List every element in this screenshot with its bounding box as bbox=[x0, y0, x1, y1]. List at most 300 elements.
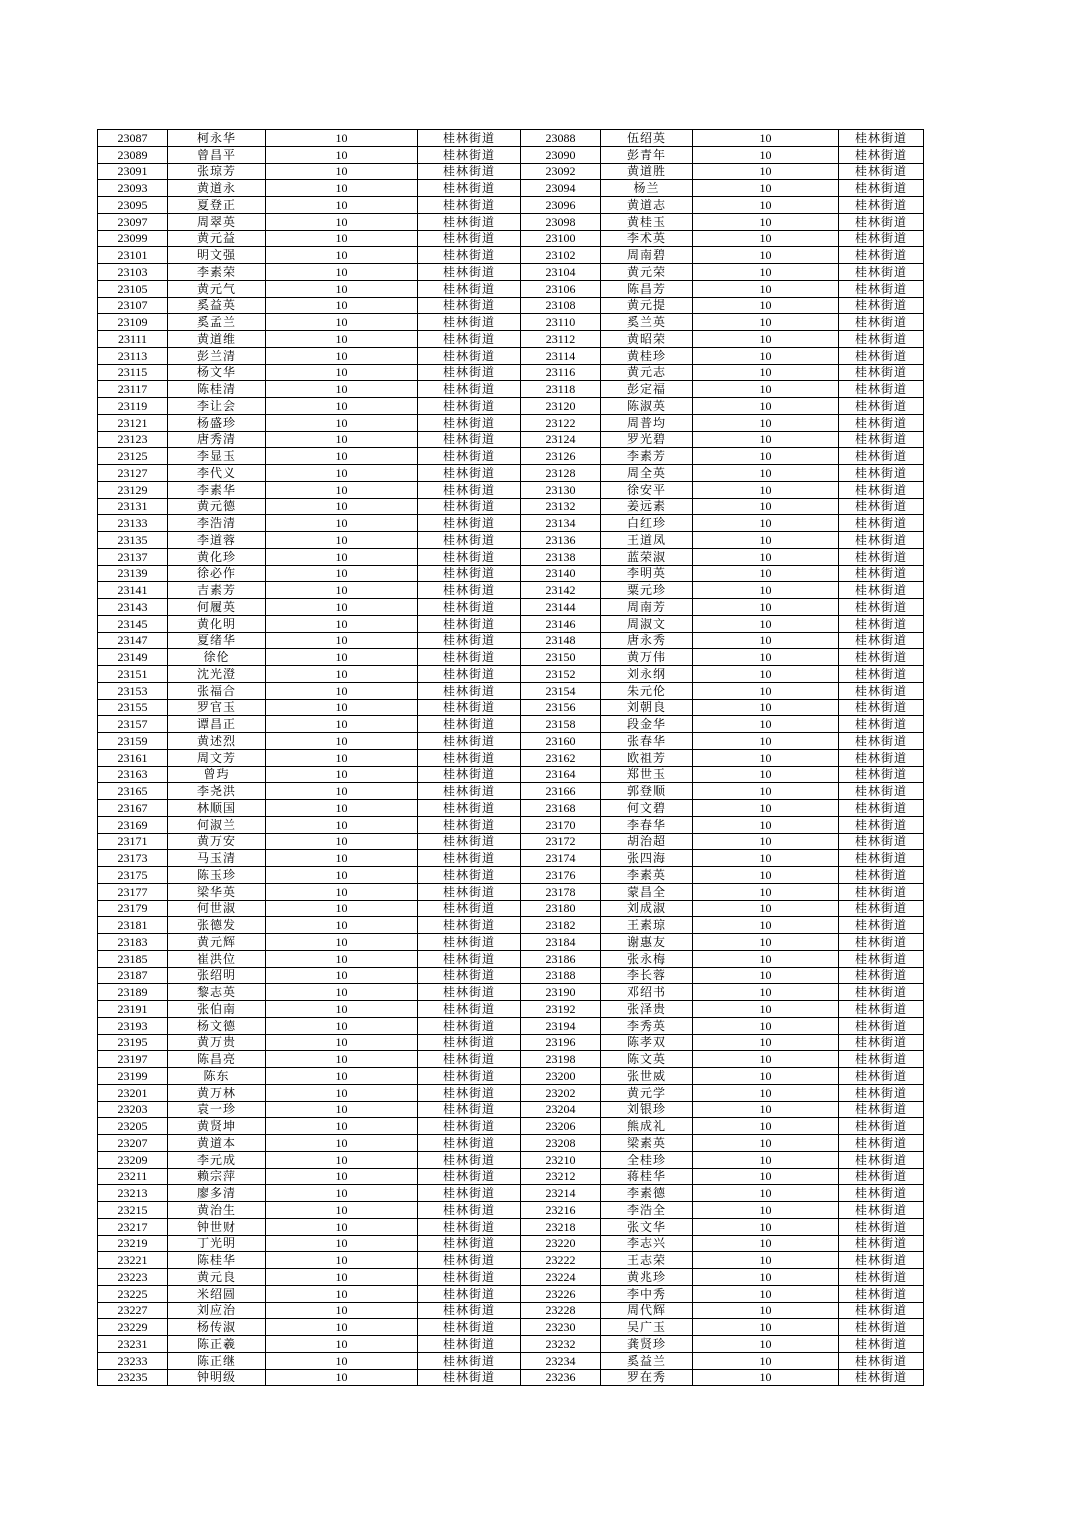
amount-cell: 10 bbox=[693, 666, 839, 683]
amount-cell: 10 bbox=[693, 1369, 839, 1386]
table-row bbox=[98, 247, 924, 264]
street-cell: 桂林街道 bbox=[839, 716, 924, 733]
amount-cell: 10 bbox=[266, 364, 418, 381]
record-id-cell: 23215 bbox=[98, 1202, 168, 1219]
name-cell: 刘成淑 bbox=[601, 900, 693, 917]
record-id-cell: 23176 bbox=[521, 867, 601, 884]
amount-cell: 10 bbox=[693, 850, 839, 867]
record-id-cell: 23191 bbox=[98, 1001, 168, 1018]
street-cell: 桂林街道 bbox=[418, 582, 521, 599]
table-row bbox=[98, 1017, 924, 1034]
amount-cell: 10 bbox=[266, 1336, 418, 1353]
street-cell: 桂林街道 bbox=[839, 1001, 924, 1018]
name-cell: 黄贤坤 bbox=[168, 1118, 266, 1135]
record-id-cell: 23195 bbox=[98, 1034, 168, 1051]
record-id-cell: 23140 bbox=[521, 565, 601, 582]
table-row bbox=[98, 699, 924, 716]
street-cell: 桂林街道 bbox=[839, 582, 924, 599]
name-cell: 林顺国 bbox=[168, 800, 266, 817]
record-id-cell: 23104 bbox=[521, 264, 601, 281]
amount-cell: 10 bbox=[693, 297, 839, 314]
street-cell: 桂林街道 bbox=[418, 1235, 521, 1252]
name-cell: 郑世玉 bbox=[601, 766, 693, 783]
name-cell: 白红珍 bbox=[601, 515, 693, 532]
street-cell: 桂林街道 bbox=[839, 1084, 924, 1101]
name-cell: 李让会 bbox=[168, 398, 266, 415]
record-id-cell: 23088 bbox=[521, 130, 601, 147]
street-cell: 桂林街道 bbox=[418, 398, 521, 415]
street-cell: 桂林街道 bbox=[418, 632, 521, 649]
roster-table-body bbox=[98, 130, 924, 1386]
street-cell: 桂林街道 bbox=[839, 197, 924, 214]
amount-cell: 10 bbox=[693, 967, 839, 984]
amount-cell: 10 bbox=[266, 649, 418, 666]
street-cell: 桂林街道 bbox=[839, 1269, 924, 1286]
table-row bbox=[98, 381, 924, 398]
amount-cell: 10 bbox=[266, 984, 418, 1001]
record-id-cell: 23157 bbox=[98, 716, 168, 733]
amount-cell: 10 bbox=[693, 1118, 839, 1135]
amount-cell: 10 bbox=[266, 1319, 418, 1336]
table-row bbox=[98, 1068, 924, 1085]
record-id-cell: 23226 bbox=[521, 1285, 601, 1302]
table-row bbox=[98, 565, 924, 582]
name-cell: 李术英 bbox=[601, 230, 693, 247]
record-id-cell: 23142 bbox=[521, 582, 601, 599]
name-cell: 李道蓉 bbox=[168, 532, 266, 549]
amount-cell: 10 bbox=[266, 515, 418, 532]
name-cell: 李中秀 bbox=[601, 1285, 693, 1302]
record-id-cell: 23118 bbox=[521, 381, 601, 398]
name-cell: 米绍圆 bbox=[168, 1285, 266, 1302]
street-cell: 桂林街道 bbox=[418, 883, 521, 900]
amount-cell: 10 bbox=[693, 431, 839, 448]
record-id-cell: 23135 bbox=[98, 532, 168, 549]
street-cell: 桂林街道 bbox=[418, 163, 521, 180]
record-id-cell: 23230 bbox=[521, 1319, 601, 1336]
table-row bbox=[98, 632, 924, 649]
record-id-cell: 23184 bbox=[521, 934, 601, 951]
table-row bbox=[98, 515, 924, 532]
record-id-cell: 23102 bbox=[521, 247, 601, 264]
record-id-cell: 23150 bbox=[521, 649, 601, 666]
amount-cell: 10 bbox=[266, 465, 418, 482]
street-cell: 桂林街道 bbox=[839, 548, 924, 565]
record-id-cell: 23181 bbox=[98, 917, 168, 934]
amount-cell: 10 bbox=[266, 1269, 418, 1286]
street-cell: 桂林街道 bbox=[839, 314, 924, 331]
name-cell: 王志荣 bbox=[601, 1252, 693, 1269]
street-cell: 桂林街道 bbox=[839, 515, 924, 532]
record-id-cell: 23138 bbox=[521, 548, 601, 565]
name-cell: 黄兆珍 bbox=[601, 1269, 693, 1286]
street-cell: 桂林街道 bbox=[418, 1185, 521, 1202]
name-cell: 李长蓉 bbox=[601, 967, 693, 984]
street-cell: 桂林街道 bbox=[839, 364, 924, 381]
record-id-cell: 23113 bbox=[98, 347, 168, 364]
street-cell: 桂林街道 bbox=[839, 1185, 924, 1202]
name-cell: 梁素英 bbox=[601, 1135, 693, 1152]
record-id-cell: 23109 bbox=[98, 314, 168, 331]
amount-cell: 10 bbox=[266, 800, 418, 817]
table-row bbox=[98, 197, 924, 214]
roster-table bbox=[97, 129, 924, 1386]
table-row bbox=[98, 314, 924, 331]
record-id-cell: 23162 bbox=[521, 749, 601, 766]
street-cell: 桂林街道 bbox=[418, 867, 521, 884]
street-cell: 桂林街道 bbox=[418, 515, 521, 532]
amount-cell: 10 bbox=[693, 682, 839, 699]
record-id-cell: 23235 bbox=[98, 1369, 168, 1386]
amount-cell: 10 bbox=[693, 1168, 839, 1185]
name-cell: 全桂珍 bbox=[601, 1151, 693, 1168]
table-row bbox=[98, 431, 924, 448]
street-cell: 桂林街道 bbox=[418, 230, 521, 247]
amount-cell: 10 bbox=[266, 582, 418, 599]
name-cell: 黄化明 bbox=[168, 615, 266, 632]
street-cell: 桂林街道 bbox=[418, 1319, 521, 1336]
street-cell: 桂林街道 bbox=[839, 1034, 924, 1051]
amount-cell: 10 bbox=[693, 448, 839, 465]
record-id-cell: 23177 bbox=[98, 883, 168, 900]
record-id-cell: 23141 bbox=[98, 582, 168, 599]
street-cell: 桂林街道 bbox=[839, 1319, 924, 1336]
record-id-cell: 23120 bbox=[521, 398, 601, 415]
name-cell: 谢惠友 bbox=[601, 934, 693, 951]
amount-cell: 10 bbox=[693, 632, 839, 649]
record-id-cell: 23206 bbox=[521, 1118, 601, 1135]
street-cell: 桂林街道 bbox=[839, 666, 924, 683]
street-cell: 桂林街道 bbox=[839, 247, 924, 264]
record-id-cell: 23146 bbox=[521, 615, 601, 632]
amount-cell: 10 bbox=[266, 331, 418, 348]
amount-cell: 10 bbox=[266, 1135, 418, 1152]
table-row bbox=[98, 1302, 924, 1319]
name-cell: 李明英 bbox=[601, 565, 693, 582]
amount-cell: 10 bbox=[693, 917, 839, 934]
street-cell: 桂林街道 bbox=[839, 1352, 924, 1369]
amount-cell: 10 bbox=[266, 749, 418, 766]
name-cell: 何淑兰 bbox=[168, 816, 266, 833]
name-cell: 杨文德 bbox=[168, 1017, 266, 1034]
record-id-cell: 23216 bbox=[521, 1202, 601, 1219]
amount-cell: 10 bbox=[693, 1101, 839, 1118]
name-cell: 张永梅 bbox=[601, 950, 693, 967]
record-id-cell: 23208 bbox=[521, 1135, 601, 1152]
street-cell: 桂林街道 bbox=[418, 716, 521, 733]
street-cell: 桂林街道 bbox=[418, 599, 521, 616]
table-row bbox=[98, 967, 924, 984]
amount-cell: 10 bbox=[266, 1068, 418, 1085]
record-id-cell: 23151 bbox=[98, 666, 168, 683]
name-cell: 陈淑英 bbox=[601, 398, 693, 415]
amount-cell: 10 bbox=[266, 1218, 418, 1235]
street-cell: 桂林街道 bbox=[418, 146, 521, 163]
name-cell: 张德发 bbox=[168, 917, 266, 934]
record-id-cell: 23101 bbox=[98, 247, 168, 264]
amount-cell: 10 bbox=[266, 682, 418, 699]
street-cell: 桂林街道 bbox=[839, 1068, 924, 1085]
record-id-cell: 23117 bbox=[98, 381, 168, 398]
amount-cell: 10 bbox=[693, 833, 839, 850]
table-row bbox=[98, 1001, 924, 1018]
amount-cell: 10 bbox=[693, 364, 839, 381]
name-cell: 黄道维 bbox=[168, 331, 266, 348]
amount-cell: 10 bbox=[693, 1336, 839, 1353]
street-cell: 桂林街道 bbox=[839, 883, 924, 900]
table-row bbox=[98, 800, 924, 817]
street-cell: 桂林街道 bbox=[839, 230, 924, 247]
record-id-cell: 23090 bbox=[521, 146, 601, 163]
name-cell: 袁一珍 bbox=[168, 1101, 266, 1118]
name-cell: 李元成 bbox=[168, 1151, 266, 1168]
amount-cell: 10 bbox=[693, 800, 839, 817]
name-cell: 周淑文 bbox=[601, 615, 693, 632]
street-cell: 桂林街道 bbox=[839, 1302, 924, 1319]
table-row bbox=[98, 666, 924, 683]
street-cell: 桂林街道 bbox=[839, 347, 924, 364]
name-cell: 黄元德 bbox=[168, 498, 266, 515]
name-cell: 黄万贵 bbox=[168, 1034, 266, 1051]
record-id-cell: 23097 bbox=[98, 213, 168, 230]
name-cell: 黄道本 bbox=[168, 1135, 266, 1152]
street-cell: 桂林街道 bbox=[839, 615, 924, 632]
name-cell: 吉素芳 bbox=[168, 582, 266, 599]
amount-cell: 10 bbox=[693, 900, 839, 917]
record-id-cell: 23221 bbox=[98, 1252, 168, 1269]
street-cell: 桂林街道 bbox=[839, 850, 924, 867]
table-row bbox=[98, 230, 924, 247]
name-cell: 罗官玉 bbox=[168, 699, 266, 716]
record-id-cell: 23186 bbox=[521, 950, 601, 967]
amount-cell: 10 bbox=[266, 498, 418, 515]
table-row bbox=[98, 900, 924, 917]
amount-cell: 10 bbox=[693, 749, 839, 766]
street-cell: 桂林街道 bbox=[418, 682, 521, 699]
name-cell: 周南芳 bbox=[601, 599, 693, 616]
amount-cell: 10 bbox=[266, 783, 418, 800]
record-id-cell: 23126 bbox=[521, 448, 601, 465]
name-cell: 刘永纲 bbox=[601, 666, 693, 683]
street-cell: 桂林街道 bbox=[839, 1051, 924, 1068]
record-id-cell: 23228 bbox=[521, 1302, 601, 1319]
street-cell: 桂林街道 bbox=[418, 1135, 521, 1152]
street-cell: 桂林街道 bbox=[839, 213, 924, 230]
table-row bbox=[98, 213, 924, 230]
table-row bbox=[98, 163, 924, 180]
record-id-cell: 23136 bbox=[521, 532, 601, 549]
name-cell: 张福合 bbox=[168, 682, 266, 699]
street-cell: 桂林街道 bbox=[418, 699, 521, 716]
table-row bbox=[98, 850, 924, 867]
record-id-cell: 23201 bbox=[98, 1084, 168, 1101]
record-id-cell: 23212 bbox=[521, 1168, 601, 1185]
street-cell: 桂林街道 bbox=[418, 565, 521, 582]
record-id-cell: 23158 bbox=[521, 716, 601, 733]
street-cell: 桂林街道 bbox=[418, 783, 521, 800]
name-cell: 黄桂玉 bbox=[601, 213, 693, 230]
amount-cell: 10 bbox=[693, 381, 839, 398]
amount-cell: 10 bbox=[693, 934, 839, 951]
record-id-cell: 23179 bbox=[98, 900, 168, 917]
street-cell: 桂林街道 bbox=[839, 934, 924, 951]
name-cell: 杨兰 bbox=[601, 180, 693, 197]
street-cell: 桂林街道 bbox=[839, 967, 924, 984]
amount-cell: 10 bbox=[266, 548, 418, 565]
name-cell: 李显玉 bbox=[168, 448, 266, 465]
record-id-cell: 23234 bbox=[521, 1352, 601, 1369]
record-id-cell: 23198 bbox=[521, 1051, 601, 1068]
street-cell: 桂林街道 bbox=[839, 800, 924, 817]
record-id-cell: 23165 bbox=[98, 783, 168, 800]
amount-cell: 10 bbox=[266, 347, 418, 364]
street-cell: 桂林街道 bbox=[839, 264, 924, 281]
amount-cell: 10 bbox=[266, 1352, 418, 1369]
name-cell: 曾昌平 bbox=[168, 146, 266, 163]
record-id-cell: 23092 bbox=[521, 163, 601, 180]
name-cell: 马玉清 bbox=[168, 850, 266, 867]
record-id-cell: 23194 bbox=[521, 1017, 601, 1034]
record-id-cell: 23128 bbox=[521, 465, 601, 482]
name-cell: 李志兴 bbox=[601, 1235, 693, 1252]
record-id-cell: 23134 bbox=[521, 515, 601, 532]
street-cell: 桂林街道 bbox=[839, 1218, 924, 1235]
name-cell: 黄万林 bbox=[168, 1084, 266, 1101]
name-cell: 黄元辉 bbox=[168, 934, 266, 951]
name-cell: 张绍明 bbox=[168, 967, 266, 984]
street-cell: 桂林街道 bbox=[418, 1118, 521, 1135]
name-cell: 伍绍英 bbox=[601, 130, 693, 147]
record-id-cell: 23188 bbox=[521, 967, 601, 984]
street-cell: 桂林街道 bbox=[418, 314, 521, 331]
table-row bbox=[98, 1352, 924, 1369]
table-row bbox=[98, 867, 924, 884]
amount-cell: 10 bbox=[693, 414, 839, 431]
street-cell: 桂林街道 bbox=[418, 347, 521, 364]
record-id-cell: 23182 bbox=[521, 917, 601, 934]
street-cell: 桂林街道 bbox=[839, 632, 924, 649]
table-row bbox=[98, 883, 924, 900]
table-row bbox=[98, 984, 924, 1001]
amount-cell: 10 bbox=[266, 1252, 418, 1269]
amount-cell: 10 bbox=[693, 213, 839, 230]
street-cell: 桂林街道 bbox=[418, 749, 521, 766]
name-cell: 徐必作 bbox=[168, 565, 266, 582]
record-id-cell: 23093 bbox=[98, 180, 168, 197]
table-row bbox=[98, 398, 924, 415]
record-id-cell: 23196 bbox=[521, 1034, 601, 1051]
street-cell: 桂林街道 bbox=[839, 280, 924, 297]
table-row bbox=[98, 1168, 924, 1185]
name-cell: 奚益英 bbox=[168, 297, 266, 314]
amount-cell: 10 bbox=[693, 1068, 839, 1085]
name-cell: 彭定福 bbox=[601, 381, 693, 398]
record-id-cell: 23133 bbox=[98, 515, 168, 532]
amount-cell: 10 bbox=[693, 766, 839, 783]
amount-cell: 10 bbox=[266, 967, 418, 984]
amount-cell: 10 bbox=[266, 180, 418, 197]
street-cell: 桂林街道 bbox=[839, 867, 924, 884]
amount-cell: 10 bbox=[693, 163, 839, 180]
name-cell: 陈正继 bbox=[168, 1352, 266, 1369]
table-row bbox=[98, 481, 924, 498]
street-cell: 桂林街道 bbox=[418, 1285, 521, 1302]
street-cell: 桂林街道 bbox=[418, 950, 521, 967]
amount-cell: 10 bbox=[266, 532, 418, 549]
table-row bbox=[98, 532, 924, 549]
table-row bbox=[98, 280, 924, 297]
amount-cell: 10 bbox=[266, 934, 418, 951]
name-cell: 柯永华 bbox=[168, 130, 266, 147]
table-row bbox=[98, 1202, 924, 1219]
table-row bbox=[98, 615, 924, 632]
amount-cell: 10 bbox=[266, 264, 418, 281]
record-id-cell: 23210 bbox=[521, 1151, 601, 1168]
record-id-cell: 23209 bbox=[98, 1151, 168, 1168]
amount-cell: 10 bbox=[266, 197, 418, 214]
record-id-cell: 23200 bbox=[521, 1068, 601, 1085]
amount-cell: 10 bbox=[693, 1302, 839, 1319]
amount-cell: 10 bbox=[693, 816, 839, 833]
name-cell: 朱元伦 bbox=[601, 682, 693, 699]
record-id-cell: 23229 bbox=[98, 1319, 168, 1336]
street-cell: 桂林街道 bbox=[839, 1118, 924, 1135]
street-cell: 桂林街道 bbox=[418, 1034, 521, 1051]
amount-cell: 10 bbox=[266, 398, 418, 415]
record-id-cell: 23225 bbox=[98, 1285, 168, 1302]
table-row bbox=[98, 1218, 924, 1235]
record-id-cell: 23185 bbox=[98, 950, 168, 967]
street-cell: 桂林街道 bbox=[418, 197, 521, 214]
name-cell: 曾玙 bbox=[168, 766, 266, 783]
street-cell: 桂林街道 bbox=[418, 615, 521, 632]
record-id-cell: 23222 bbox=[521, 1252, 601, 1269]
amount-cell: 10 bbox=[266, 816, 418, 833]
name-cell: 吴广玉 bbox=[601, 1319, 693, 1336]
name-cell: 李素德 bbox=[601, 1185, 693, 1202]
table-row bbox=[98, 331, 924, 348]
name-cell: 欧祖芳 bbox=[601, 749, 693, 766]
name-cell: 陈桂华 bbox=[168, 1252, 266, 1269]
record-id-cell: 23089 bbox=[98, 146, 168, 163]
table-row bbox=[98, 599, 924, 616]
street-cell: 桂林街道 bbox=[418, 850, 521, 867]
name-cell: 段金华 bbox=[601, 716, 693, 733]
record-id-cell: 23175 bbox=[98, 867, 168, 884]
record-id-cell: 23125 bbox=[98, 448, 168, 465]
record-id-cell: 23227 bbox=[98, 1302, 168, 1319]
amount-cell: 10 bbox=[266, 1302, 418, 1319]
amount-cell: 10 bbox=[266, 1202, 418, 1219]
street-cell: 桂林街道 bbox=[418, 297, 521, 314]
street-cell: 桂林街道 bbox=[418, 1084, 521, 1101]
street-cell: 桂林街道 bbox=[418, 1252, 521, 1269]
street-cell: 桂林街道 bbox=[418, 1068, 521, 1085]
record-id-cell: 23163 bbox=[98, 766, 168, 783]
name-cell: 钟世财 bbox=[168, 1218, 266, 1235]
amount-cell: 10 bbox=[693, 331, 839, 348]
street-cell: 桂林街道 bbox=[839, 917, 924, 934]
amount-cell: 10 bbox=[693, 1001, 839, 1018]
name-cell: 蒙昌全 bbox=[601, 883, 693, 900]
record-id-cell: 23178 bbox=[521, 883, 601, 900]
record-id-cell: 23207 bbox=[98, 1135, 168, 1152]
street-cell: 桂林街道 bbox=[839, 1135, 924, 1152]
name-cell: 黄元提 bbox=[601, 297, 693, 314]
name-cell: 蓝荣淑 bbox=[601, 548, 693, 565]
amount-cell: 10 bbox=[266, 883, 418, 900]
name-cell: 陈孝双 bbox=[601, 1034, 693, 1051]
